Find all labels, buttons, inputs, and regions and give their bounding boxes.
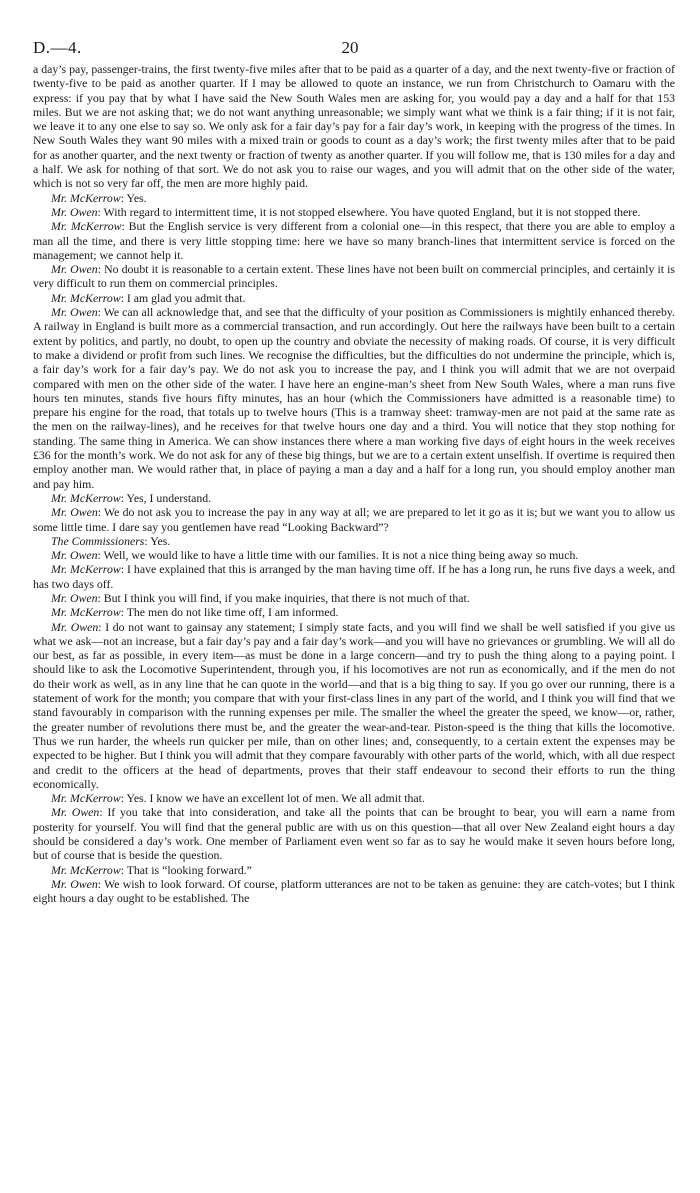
paragraph-text: : But the English service is very different from a colonial one—in this respect, that there you are able to employ a man all the time, and there is very little stopping time: here we have so many branch-lines that intermittent service is forced on the management; we cannot help it. <box>33 219 675 262</box>
paragraph <box>33 291 675 305</box>
paragraph <box>33 877 675 906</box>
document-code: D.—4. <box>33 38 82 57</box>
paragraph <box>33 591 675 605</box>
paragraph <box>33 62 675 191</box>
speaker-name: Mr. Owen <box>51 204 98 219</box>
paragraph <box>33 548 675 562</box>
paragraph <box>33 205 675 219</box>
paragraph-text: : Yes. I know we have an excellent lot of men. We all admit that. <box>120 791 425 806</box>
paragraph-text: : That is “looking forward.” <box>120 862 252 877</box>
page-number: 20 <box>341 38 359 57</box>
speaker-name: Mr. Owen <box>51 805 100 820</box>
paragraph <box>33 863 675 877</box>
paragraph <box>33 262 675 291</box>
paragraph-text: : We wish to look forward. Of course, platform utterances are not to be taken as genuine: they are catch-votes; but I think eight hours a day ought to be established. The <box>33 876 676 906</box>
paragraph <box>33 505 675 534</box>
paragraph <box>33 791 675 805</box>
speaker-name: Mr. McKerrow <box>51 791 121 806</box>
page-header <box>33 38 667 58</box>
speaker-name: Mr. McKerrow <box>51 605 121 620</box>
paragraph <box>33 191 675 205</box>
paragraph-text: a day’s pay, passenger-trains, the first twenty-five miles after that to be paid as a quarter of a day, and the next twenty-five or fraction of twenty-five to be paid as another quarter. If I may be allowed to quote an instance, we run from Christchurch to Oamaru with the express: if you pay that by what I have said the New South Wales men are asking for, you would pay a day and a half for that 153 miles. But we are not asking that; we do not want anything unreasonable; we simply want what we think is a fair thing; if it is not fair, we leave it to any one else to say so. We only ask for a fair day’s pay for a fair day’s work, in keeping with the progress of the times. In New South Wales they want 90 miles with a mixed train or goods to count as a day’s work; the first twenty miles after that to be paid for as another quarter, and the next twenty or fraction of twenty as another quarter. If you will follow me, that is 130 miles for a day and a half. We ask for nothing of that sort. We do not ask you to raise our wages, and you will admit that on the other side of the water, which is not so very far off, the men are more highly paid. <box>33 62 675 191</box>
paragraph-text: : We do not ask you to increase the pay in any way at all; we are prepared to let it go as it is; but we want you to allow us some little time. I dare say you gentlemen have read “Looking Backward”? <box>33 505 675 534</box>
speaker-name: The Commissioners <box>51 533 145 548</box>
speaker-name: Mr. Owen <box>51 262 98 277</box>
paragraph-text: : Yes, I understand. <box>120 490 212 505</box>
speaker-name: Mr. Owen <box>51 876 98 891</box>
paragraph <box>33 305 675 491</box>
paragraph <box>33 562 675 591</box>
speaker-name: Mr. Owen <box>51 548 98 563</box>
paragraph-text: : No doubt it is reasonable to a certain extent. These lines have not been built on commercial principles, and certainly it is very difficult to run them on commercial principles. <box>33 262 676 291</box>
paragraph-text: : Yes. <box>144 533 171 548</box>
paragraph-text: : I am glad you admit that. <box>120 290 246 305</box>
paragraph <box>33 219 675 262</box>
paragraph-text: : The men do not like time off, I am informed. <box>120 605 339 620</box>
paragraph <box>33 534 675 548</box>
paragraph-text: : I have explained that this is arranged by the man having time off. If he has a long run, he runs five days a week, and has two days off. <box>33 562 675 591</box>
speaker-name: Mr. McKerrow <box>51 190 121 205</box>
speaker-name: Mr. McKerrow <box>51 290 121 305</box>
paragraph-text: : With regard to intermittent time, it is not stopped elsewhere. You have quoted England, but it is not stopped there. <box>97 204 641 219</box>
paragraph-text: : Yes. <box>120 190 147 205</box>
paragraph <box>33 605 675 619</box>
speaker-name: Mr. McKerrow <box>51 862 121 877</box>
paragraph-text: : We can all acknowledge that, and see that the difficulty of your position as Commissioners is mightily enhanced thereby. A railway in England is built more as a commercial transaction, and run accordingly. Out here the railways have been built to a certain extent by politics, and partly, no doubt, to open up the country and obviate the necessity of making roads. Of course, it is very difficult to make a dividend or profit from such lines. We recognise the difficulties, but the difficulties do not undermine the principle, which is, a fair day’s work for a fair day’s pay. We do not ask you to increase the pay, and I think you will admit that we are not overpaid compared with men on the other side of the water. I have here an engine-man’s sheet from New South Wales, where a man runs five hours ten minutes, stands five hours fifty minutes, has an hour (which the Commissioners have admitted is a reasonable time) to prepare his engine for the road, that totals up to twelve hours (This is a tramway sheet: tramway-men are not paid at the same rate as the men on the railway-lines), and he receives for that twelve hours one day and a third. You will notice that they stop nothing for standing. The same thing in America. We can show instances there where a man working five days of eight hours in the week receives £36 for the month’s work. We do not ask for any of these big things, but we are to a certain extent unselfish. If overtime is required then employ another man. We would rather that, in place of paying a man a day and a half for a long run, you should employ another man and pay him. <box>33 305 676 491</box>
body-text <box>33 62 675 906</box>
paragraph-text: : Well, we would like to have a little time with our families. It is not a nice thing being away so much. <box>97 548 579 563</box>
speaker-name: Mr. McKerrow <box>51 562 121 577</box>
speaker-name: Mr. Owen <box>51 590 98 605</box>
paragraph-text: : I do not want to gainsay any statement; I simply state facts, and you will find we shall be well satisfied if you give us what we ask—not an increase, but a fair day’s pay and a fair day’s work—and you will have no grievances or grumbling. We will all do our best, as far as possible, in every item—as must be done in a large concern—and try to push the thing along to a paying point. I should like to ask the Locomotive Superintendent, through you, if his locomotives are not run as economically, and if the men do not do their work as well, as in any line that he can quote in the world—and that is a big thing to say. If you go over our running, there is a statement of work for the month; you compare that with your first-class lines in any part of the world, and I think you will find that we stand favourably in comparison with the running expenses per mile. The smaller the wheel the greater the speed, we know—or, rather, the greater number of revolutions there must be, and the greater the wear-and-tear. Piston-speed is the thing that kills the locomotive. Thus we run harder, the wheels run quicker per mile, than on other lines; and, consequently, to a certain extent the expenses may be expected to be higher. But I think you will admit that they compare favourably with other parts of the world, which, with all due respect and credit to the officers at the head of departments, proves that their staff endeavour to second their efforts to run the thing economically. <box>33 619 675 791</box>
speaker-name: Mr. Owen <box>51 305 98 320</box>
speaker-name: Mr. Owen <box>51 505 98 520</box>
paragraph <box>33 491 675 505</box>
paragraph-text: : If you take that into consideration, and take all the points that can be brought to bear, you will earn a name from posterity for yourself. You will find that the general public are with us on this question—that all over New Zealand eight hours a day should be considered a day’s work. One member of Parliament even went so far as to say he would make it seven hours before long, but of course that is beside the question. <box>33 805 676 863</box>
paragraph <box>33 620 675 792</box>
speaker-name: Mr. McKerrow <box>51 219 122 234</box>
paragraph-text: : But I think you will find, if you make inquiries, that there is not much of that. <box>97 590 470 605</box>
paragraph <box>33 805 675 862</box>
speaker-name: Mr. Owen <box>51 619 99 634</box>
speaker-name: Mr. McKerrow <box>51 490 121 505</box>
